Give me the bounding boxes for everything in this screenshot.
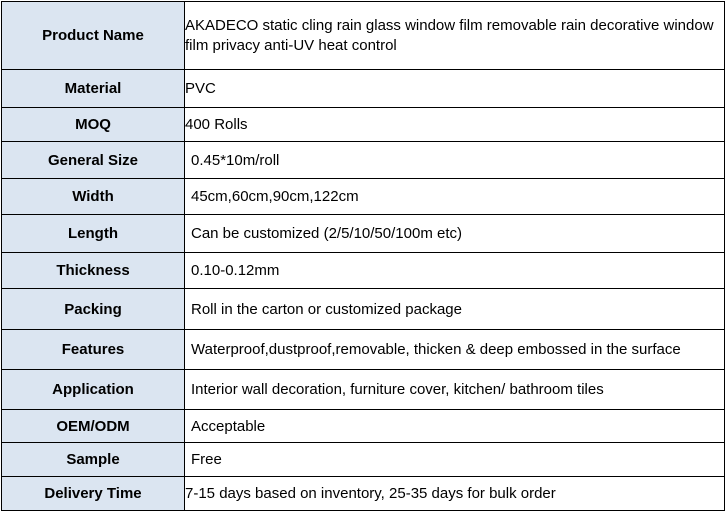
label-features: Features	[2, 330, 185, 370]
value-general-size: 0.45*10m/roll	[185, 142, 725, 179]
value-thickness: 0.10-0.12mm	[185, 253, 725, 289]
label-packing: Packing	[2, 289, 185, 330]
label-sample: Sample	[2, 443, 185, 477]
table-row-application	[2, 370, 725, 410]
label-product-name: Product Name	[2, 2, 185, 70]
label-width: Width	[2, 179, 185, 215]
table-row-product-name	[2, 2, 725, 70]
label-delivery-time: Delivery Time	[2, 477, 185, 511]
value-application: Interior wall decoration, furniture cover, kitchen/ bathroom tiles	[185, 370, 725, 410]
value-moq: 400 Rolls	[185, 108, 725, 142]
table-row-delivery-time	[2, 477, 725, 511]
table-row-oem-odm	[2, 410, 725, 443]
value-features: Waterproof,dustproof,removable, thicken & deep embossed in the surface	[185, 330, 725, 370]
product-spec-table	[1, 1, 725, 511]
value-packing: Roll in the carton or customized package	[185, 289, 725, 330]
label-length: Length	[2, 215, 185, 253]
label-thickness: Thickness	[2, 253, 185, 289]
label-material: Material	[2, 70, 185, 108]
label-oem-odm: OEM/ODM	[2, 410, 185, 443]
value-oem-odm: Acceptable	[185, 410, 725, 443]
table-row-thickness	[2, 253, 725, 289]
table-row-moq	[2, 108, 725, 142]
value-material: PVC	[185, 70, 725, 108]
table-row-material	[2, 70, 725, 108]
label-moq: MOQ	[2, 108, 185, 142]
value-sample: Free	[185, 443, 725, 477]
table-row-length	[2, 215, 725, 253]
value-product-name: AKADECO static cling rain glass window film removable rain decorative window film privacy anti-UV heat control	[185, 2, 725, 70]
value-width: 45cm,60cm,90cm,122cm	[185, 179, 725, 215]
table-row-width	[2, 179, 725, 215]
value-delivery-time: 7-15 days based on inventory, 25-35 days for bulk order	[185, 477, 725, 511]
label-general-size: General Size	[2, 142, 185, 179]
table-row-general-size	[2, 142, 725, 179]
label-application: Application	[2, 370, 185, 410]
value-length: Can be customized (2/5/10/50/100m etc)	[185, 215, 725, 253]
table-row-sample	[2, 443, 725, 477]
table-row-packing	[2, 289, 725, 330]
table-row-features	[2, 330, 725, 370]
